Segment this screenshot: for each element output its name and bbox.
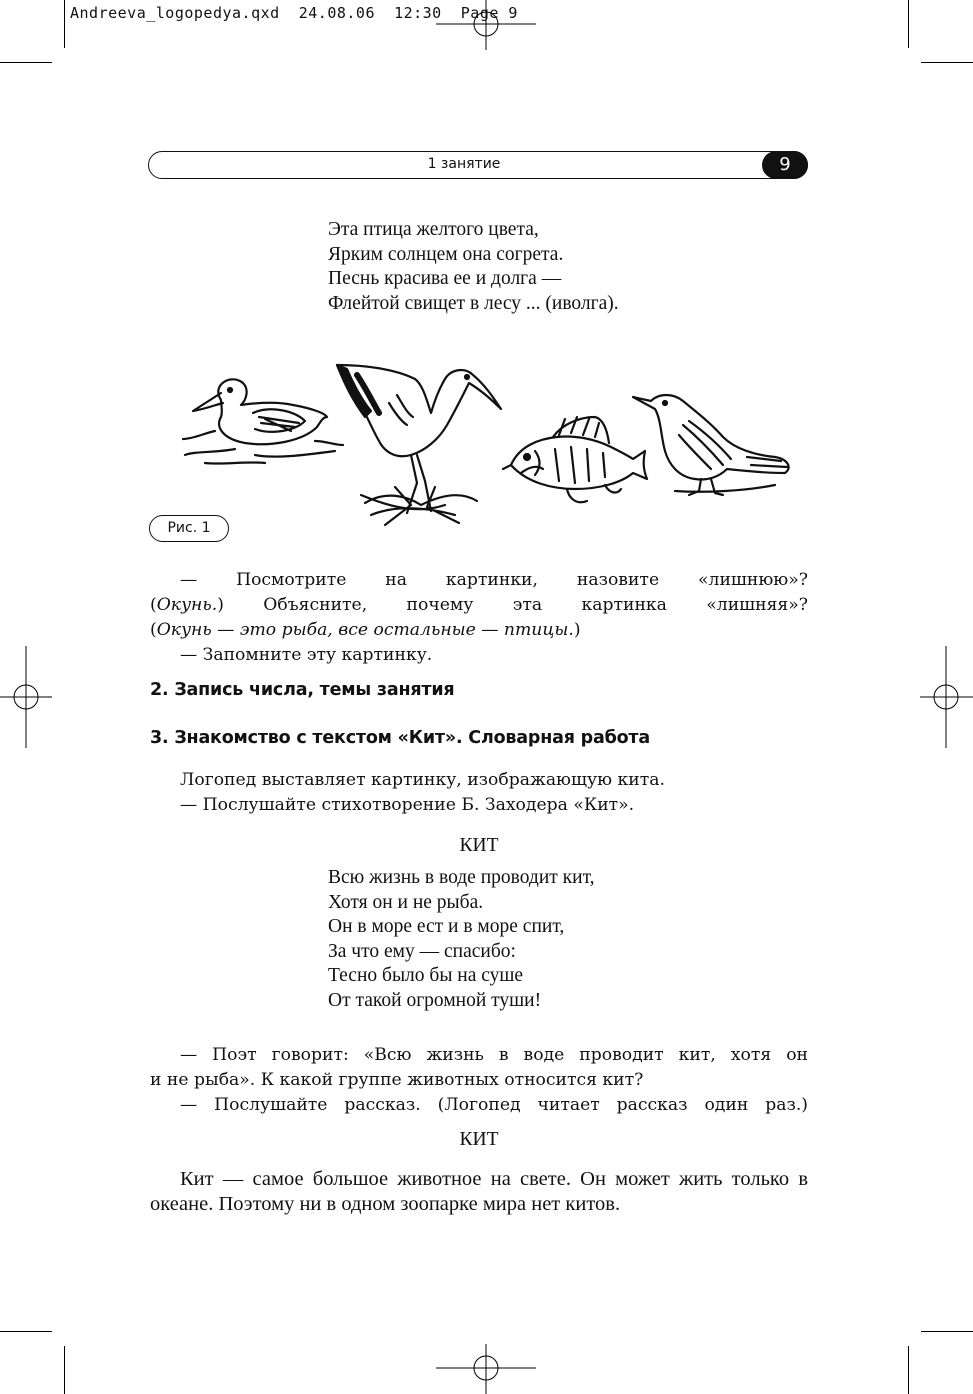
task-paragraph <box>150 568 808 668</box>
slug-time: 12:30 <box>394 4 442 22</box>
kit-poem <box>328 866 595 1014</box>
section-heading: 2. Запись числа, темы занятия <box>150 680 455 700</box>
poem-line: Эта птица желтого цвета, <box>328 219 539 240</box>
para-line: — Послушайте стихотворение Б. Заходера «Кит». <box>180 795 635 815</box>
registration-mark-icon <box>920 646 973 748</box>
stork-icon <box>337 365 501 525</box>
section-heading: 3. Знакомство с текстом «Кит». Словарная работа <box>150 728 650 748</box>
discussion-paragraph <box>150 1043 808 1118</box>
task-line: — Запомните эту картинку. <box>180 645 433 665</box>
slug-page: Page 9 <box>460 4 518 22</box>
poem-line: Тесно было бы на суше <box>328 965 524 987</box>
crop-mark <box>64 1346 65 1394</box>
poem-title: КИТ <box>459 835 499 856</box>
task-text: ) Объясните, почему эта картинка «лишняя»? <box>217 595 808 615</box>
crop-mark <box>64 0 65 48</box>
para-line: Логопед выставляет картинку, изображающую кита. <box>180 770 665 790</box>
poem-line: Песнь красива ее и долга — <box>328 268 562 290</box>
crop-mark <box>921 1331 973 1332</box>
running-header <box>148 151 808 179</box>
crop-mark <box>0 62 52 63</box>
poem-line: Хотя он и не рыба. <box>328 891 484 913</box>
bird-icon <box>633 395 789 495</box>
para-line: и не рыба». К какой группе животных относится кит? <box>150 1070 644 1090</box>
crop-mark <box>0 1331 52 1332</box>
poem-line: От такой огромной туши! <box>328 989 542 1011</box>
poem-line: Ярким солнцем она согрета. <box>328 243 564 265</box>
story-title: КИТ <box>459 1129 499 1150</box>
poem-line: За что ему — спасибо: <box>328 940 516 962</box>
answer-italic: Окунь — это рыба, все остальные — птицы. <box>156 620 574 640</box>
figure-illustration <box>175 355 800 535</box>
slug-date: 24.08.06 <box>298 4 375 22</box>
task-line <box>150 618 808 643</box>
poem-line: Он в море ест и в море спит, <box>328 916 565 938</box>
slug-filename: Andreeva_logopedya.qxd <box>70 4 280 22</box>
story-paragraph: Кит — самое большое животное на свете. Он может жить только в океане. Поэтому ни в одном зоопарке мира нет китов. <box>150 1168 808 1215</box>
perch-fish-icon <box>503 417 647 502</box>
crop-mark <box>908 0 909 48</box>
paren: ( <box>150 620 157 640</box>
story-text <box>150 1167 808 1217</box>
crop-mark <box>921 62 973 63</box>
figure-label: Рис. 1 <box>149 515 229 542</box>
duck-icon <box>183 379 343 463</box>
paren: ) <box>573 620 581 640</box>
task-line <box>150 593 808 618</box>
task-line: — Посмотрите на картинки, назовите «лишнюю»? <box>180 570 808 590</box>
poem-line: Всю жизнь в воде проводит кит, <box>328 867 595 888</box>
page-number: 9 <box>762 151 808 179</box>
para-line: — Поэт говорит: «Всю жизнь в воде проводит кит, хотя он <box>180 1045 808 1065</box>
answer-italic: Окунь. <box>156 595 218 615</box>
paren: ( <box>150 595 157 615</box>
riddle-poem <box>328 218 619 316</box>
registration-mark-icon <box>0 646 52 748</box>
section3-paragraph <box>150 768 808 818</box>
registration-mark-icon <box>436 1344 536 1394</box>
header-title: 1 занятие <box>427 156 501 172</box>
crop-mark <box>908 1346 909 1394</box>
poem-line: Флейтой свищет в лесу ... (иволга). <box>328 292 619 314</box>
para-line: — Послушайте рассказ. (Логопед читает рассказ один раз.) <box>180 1095 808 1115</box>
print-slug <box>70 4 518 22</box>
